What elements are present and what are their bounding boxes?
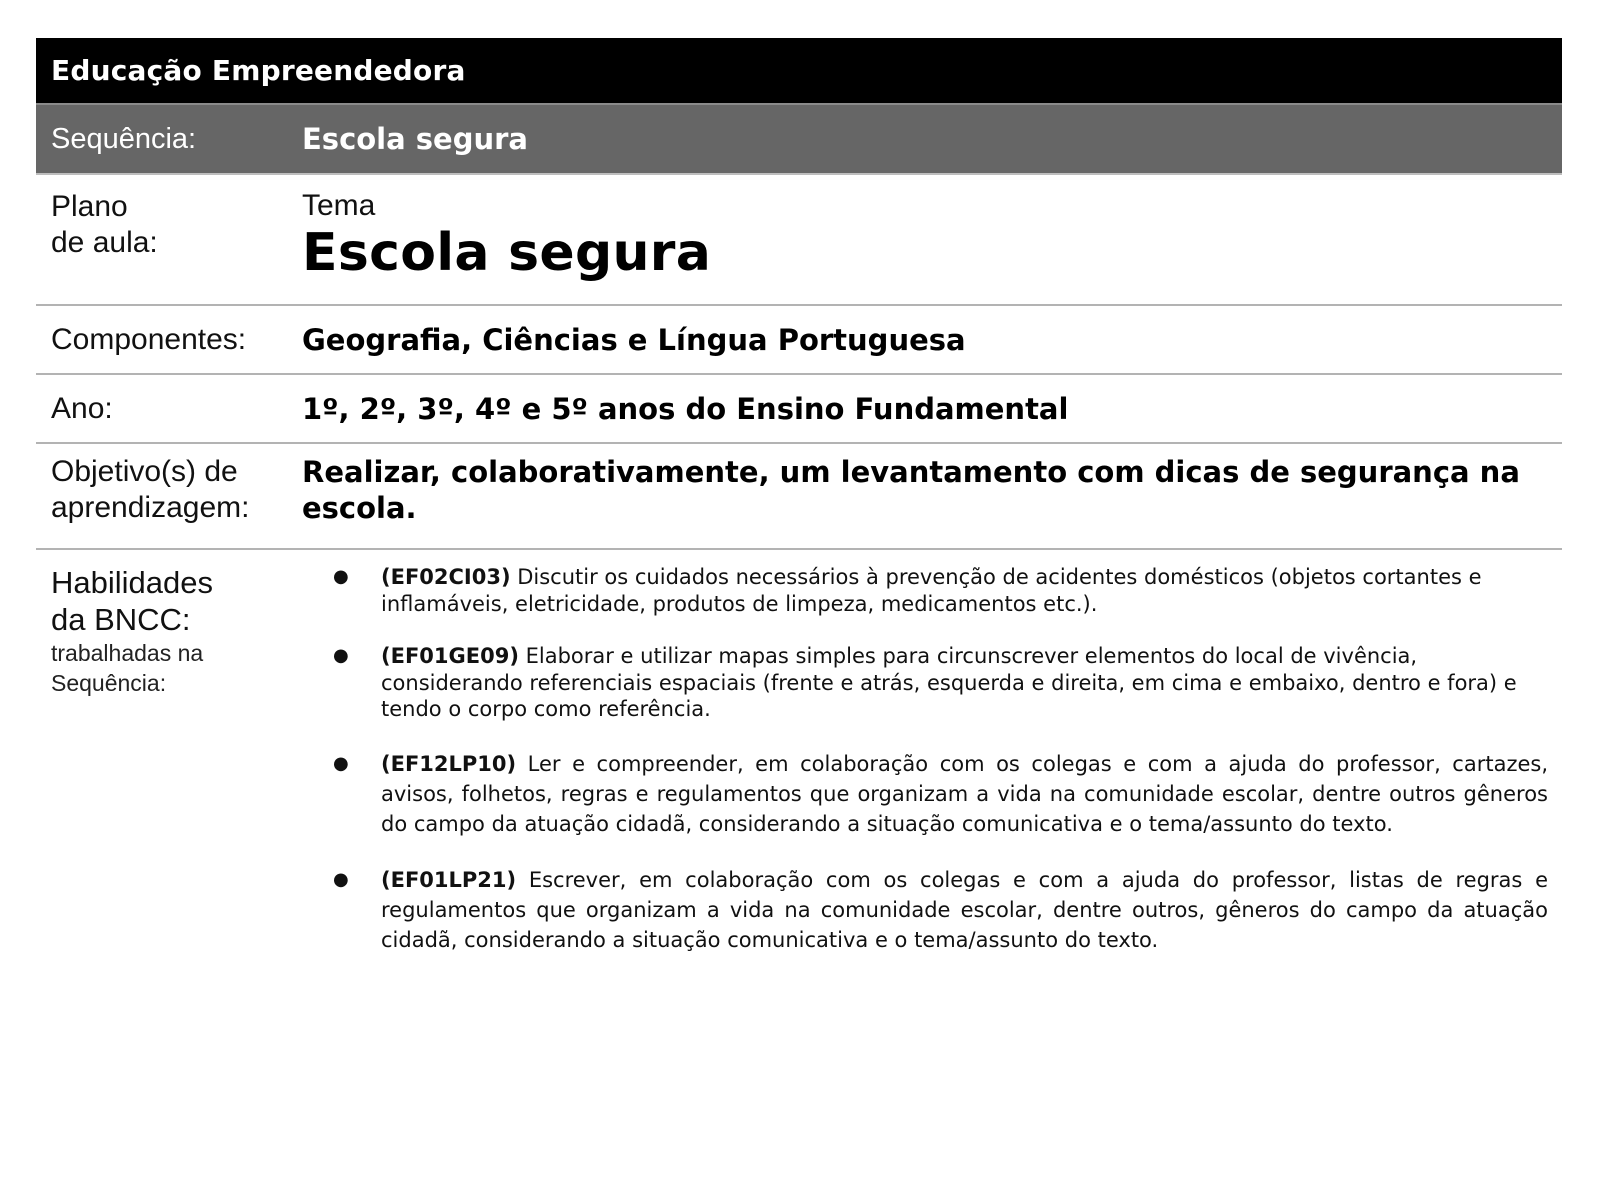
skill-code: (EF12LP10) <box>381 751 517 776</box>
skills-label-line2: da BNCC: <box>51 602 191 637</box>
skill-text: Ler e compreender, em colaboração com os colegas e com a ajuda do professor, cartazes, avisos, folhetos, regras e regulamentos que organizam a vida na comunidade escolar, dentre outros gêneros do campo da atuação cidadã, considerando a situação comunicativa e o tema/assunto do texto. <box>381 751 1548 836</box>
bullet-icon: ● <box>333 868 349 890</box>
skill-text: Escrever, em colaboração com os colegas e com a ajuda do professor, listas de regras e regulamentos que organizam a vida na comunidade escolar, dentre outros, gêneros do campo da atuação cidadã, considerando a situação comunicativa e o tema/assunto do texto. <box>381 867 1548 952</box>
skill-item <box>302 749 1548 839</box>
skills-label-line1: Habilidades <box>51 565 213 600</box>
year-label: Ano: <box>51 391 113 425</box>
program-title: Educação Empreendedora <box>51 54 466 87</box>
skill-code: (EF01GE09) <box>381 644 519 668</box>
sequence-value: Escola segura <box>302 122 528 156</box>
lesson-plan-row <box>36 175 1562 306</box>
lesson-plan-sheet <box>36 38 1562 981</box>
sequence-row <box>36 105 1562 175</box>
bullet-icon: ● <box>333 566 349 587</box>
objective-row <box>36 444 1562 550</box>
components-value: Geografia, Ciências e Língua Portuguesa <box>302 322 966 357</box>
objective-label-line2: aprendizagem: <box>51 491 250 524</box>
theme-label: Tema <box>302 189 376 222</box>
lesson-plan-label <box>36 189 302 304</box>
skill-item <box>302 564 1548 617</box>
objective-value: Realizar, colaborativamente, um levantamento com dicas de segurança na escola. <box>302 455 1520 525</box>
skill-code: (EF02CI03) <box>381 565 511 589</box>
skills-label <box>36 564 302 981</box>
skills-sublabel-line1: trabalhadas na <box>51 640 204 666</box>
components-row <box>36 306 1562 375</box>
year-value: 1º, 2º, 3º, 4º e 5º anos do Ensino Fundamental <box>302 391 1069 426</box>
bullet-icon: ● <box>333 645 349 666</box>
components-label: Componentes: <box>51 322 247 356</box>
skill-code: (EF01LP21) <box>381 867 517 892</box>
bullet-icon: ● <box>333 752 349 774</box>
lesson-plan-value <box>302 189 1562 304</box>
sequence-label: Sequência: <box>51 122 197 155</box>
skill-item <box>302 643 1548 723</box>
lesson-plan-label-line2: de aula: <box>51 226 158 259</box>
skills-row <box>36 550 1562 981</box>
skills-list <box>302 564 1548 955</box>
objective-label <box>36 454 302 548</box>
skill-text: Discutir os cuidados necessários à prevenção de acidentes domésticos (objetos cortantes e inflamáveis, eletricidade, produtos de limpeza, medicamentos etc.). <box>381 565 1482 616</box>
skill-item <box>302 865 1548 955</box>
skills-sublabel-line2: Sequência: <box>51 670 167 696</box>
skills-list-container <box>302 564 1562 981</box>
program-header <box>36 38 1562 105</box>
objective-label-line1: Objetivo(s) de <box>51 455 238 488</box>
theme-title: Escola segura <box>302 223 712 283</box>
lesson-plan-label-line1: Plano <box>51 190 128 223</box>
year-row <box>36 375 1562 444</box>
skill-text: Elaborar e utilizar mapas simples para circunscrever elementos do local de vivência, considerando referenciais espaciais (frente e atrás, esquerda e direita, em cima e embaixo, dentro e fora) e tendo o corpo como referência. <box>381 644 1517 721</box>
